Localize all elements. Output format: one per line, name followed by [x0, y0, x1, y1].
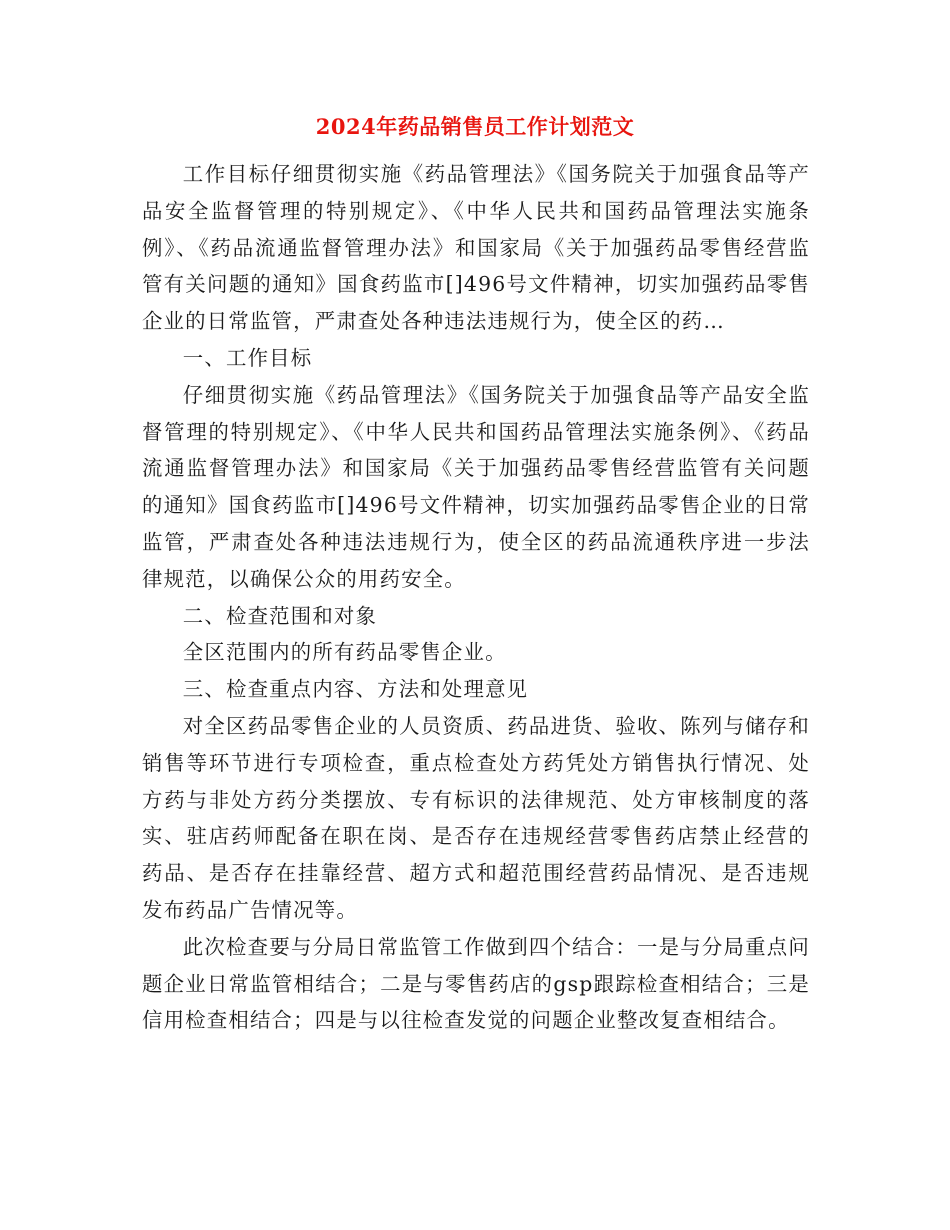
heading-work-goals: 一、工作目标: [182, 345, 313, 370]
paragraph-intro: 工作目标仔细贯彻实施《药品管理法》《国务院关于加强食品等产品安全监督管理的特别规定》、《中华人民共和国药品管理法实施条例》、《药品流通监督管理办法》和国家局《关于加强药品零售经营监管有关问题的通知》国食药监市[]496号文件精神，切实加强药品零售企业的日常监管，严肃查处各种违法违规行为，使全区的药…: [142, 162, 810, 334]
paragraph-work-goals: 仔细贯彻实施《药品管理法》《国务院关于加强食品等产品安全监督管理的特别规定》、《中华人民共和国药品管理法实施条例》、《药品流通监督管理办法》和国家局《关于加强药品零售经营监管有关问题的通知》国食药监市[]496号文件精神，切实加强药品零售企业的日常监管，严肃查处各种违法违规行为，使全区的药品流通秩序进一步法律规范，以确保公众的用药安全。: [142, 382, 810, 591]
document-title: 2024年药品销售员工作计划范文: [315, 114, 635, 139]
paragraph-inspection-scope: 全区范围内的所有药品零售企业。: [182, 640, 507, 665]
document-body: [142, 156, 810, 1039]
heading-inspection-focus: 三、检查重点内容、方法和处理意见: [182, 677, 529, 702]
heading-inspection-scope: 二、检查范围和对象: [182, 603, 378, 628]
paragraph-four-combinations: 此次检查要与分局日常监管工作做到四个结合：一是与分局重点问题企业日常监管相结合；二是与零售药店的gsp跟踪检查相结合；三是信用检查相结合；四是与以往检查发觉的问题企业整改复查相结合。: [142, 934, 810, 1033]
paragraph-inspection-focus: 对全区药品零售企业的人员资质、药品进货、验收、陈列与储存和销售等环节进行专项检查，重点检查处方药凭处方销售执行情况、处方药与非处方药分类摆放、专有标识的法律规范、处方审核制度的落实、驻店药师配备在职在岗、是否存在违规经营零售药店禁止经营的药品、是否存在挂靠经营、超方式和超范围经营药品情况、是否违规发布药品广告情况等。: [142, 713, 810, 922]
